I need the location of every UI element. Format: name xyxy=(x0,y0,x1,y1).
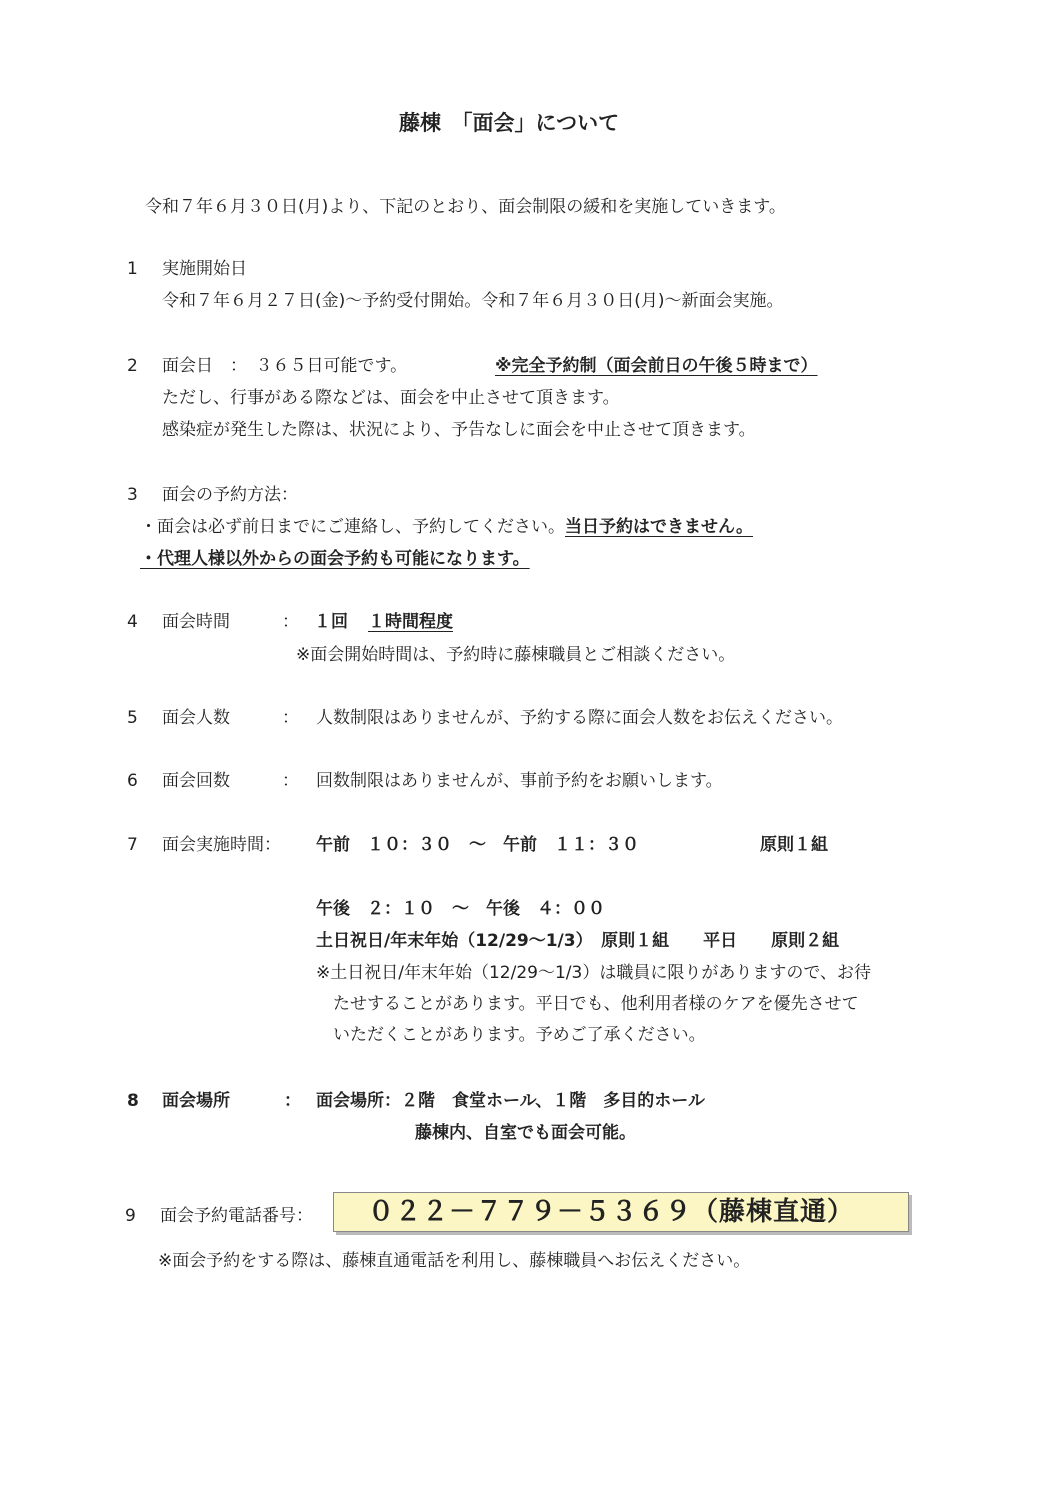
section-7-am-time: 午前 １０：３０ ～ 午前 １１：３０ xyxy=(316,835,639,855)
section-4-colon: ： xyxy=(282,612,299,632)
section-3-line-1 xyxy=(140,516,753,538)
section-4-number: 4 xyxy=(127,612,138,632)
section-7-note-line-2: たせすることがあります。平日でも、他利用者様のケアを優先させて xyxy=(333,994,859,1014)
section-2-label: 面会日 ： ３６５日可能です。 xyxy=(162,356,408,376)
section-3-line-1-text: ・面会は必ず前日までにご連絡し、予約してください。 xyxy=(140,517,565,537)
section-2-line-2: 感染症が発生した際は、状況により、予告なしに面会を中止させて頂きます。 xyxy=(162,420,756,440)
section-7-note-line-1: ※土日祝日/年末年始（12/29～1/3）は職員に限りがありますので、お待 xyxy=(316,963,871,983)
section-1-heading: 実施開始日 xyxy=(162,259,247,279)
section-3-heading: 面会の予約方法： xyxy=(162,485,298,505)
section-4-note: ※面会開始時間は、予約時に藤棟職員とご相談ください。 xyxy=(296,645,736,665)
section-5-colon: ： xyxy=(282,708,299,728)
section-8-number: 8 xyxy=(127,1091,139,1111)
section-6-number: 6 xyxy=(127,771,138,791)
section-5-label: 面会人数 xyxy=(162,708,230,728)
section-9-label: 面会予約電話番号： xyxy=(160,1206,313,1226)
intro-text: 令和７年６月３０日(月)より、下記のとおり、面会制限の緩和を実施していきます。 xyxy=(145,197,786,217)
section-3-same-day-note: 当日予約はできません。 xyxy=(565,517,754,537)
phone-number: ０２２－７７９－５３６９（藤棟直通） xyxy=(368,1197,855,1227)
section-8-colon: ： xyxy=(284,1091,301,1111)
page-title: 藤棟 「面会」について xyxy=(399,111,620,135)
section-7-note-line-3: いただくことがあります。予めご了承ください。 xyxy=(333,1025,706,1045)
section-7-number: 7 xyxy=(127,835,138,855)
section-1-line: 令和７年６月２７日(金)～予約受付開始。令和７年６月３０日(月)～新面会実施。 xyxy=(162,291,784,311)
section-4-duration: １時間程度 xyxy=(368,612,453,632)
section-2-line-1: ただし、行事がある際などは、面会を中止させて頂きます。 xyxy=(162,388,620,408)
section-4-label: 面会時間 xyxy=(162,612,230,632)
section-6-label: 面会回数 xyxy=(162,771,230,791)
section-7-label: 面会実施時間： xyxy=(162,835,281,855)
section-3-number: 3 xyxy=(127,485,138,505)
section-3-line-2: ・代理人様以外からの面会予約も可能になります。 xyxy=(140,549,530,569)
section-9-number: 9 xyxy=(125,1206,136,1226)
section-4-count: １回 xyxy=(314,612,348,632)
phone-number-box xyxy=(333,1192,909,1232)
section-9-note: ※面会予約をする際は、藤棟直通電話を利用し、藤棟職員へお伝えください。 xyxy=(158,1251,751,1271)
section-2-number: 2 xyxy=(127,356,138,376)
section-5-value: 人数制限はありませんが、予約する際に面会人数をお伝えください。 xyxy=(316,708,843,728)
section-7-holiday-rule: 土日祝日/年末年始（12/29～1/3） 原則１組 平日 原則２組 xyxy=(316,931,840,951)
section-1-number: 1 xyxy=(127,259,138,279)
section-6-colon: ： xyxy=(282,771,299,791)
section-7-am-rule: 原則１組 xyxy=(760,835,828,855)
section-5-number: 5 xyxy=(127,708,138,728)
section-8-location-1: 面会場所：２階 食堂ホール、１階 多目的ホール xyxy=(316,1091,705,1111)
section-7-pm-time: 午後 ２：１０ ～ 午後 ４：００ xyxy=(316,899,605,919)
section-8-location-2: 藤棟内、自室でも面会可能。 xyxy=(415,1123,636,1143)
section-6-value: 回数制限はありませんが、事前予約をお願いします。 xyxy=(316,771,723,791)
section-2-reservation-note: ※完全予約制（面会前日の午後５時まで） xyxy=(495,356,818,376)
section-8-label: 面会場所 xyxy=(162,1091,230,1111)
